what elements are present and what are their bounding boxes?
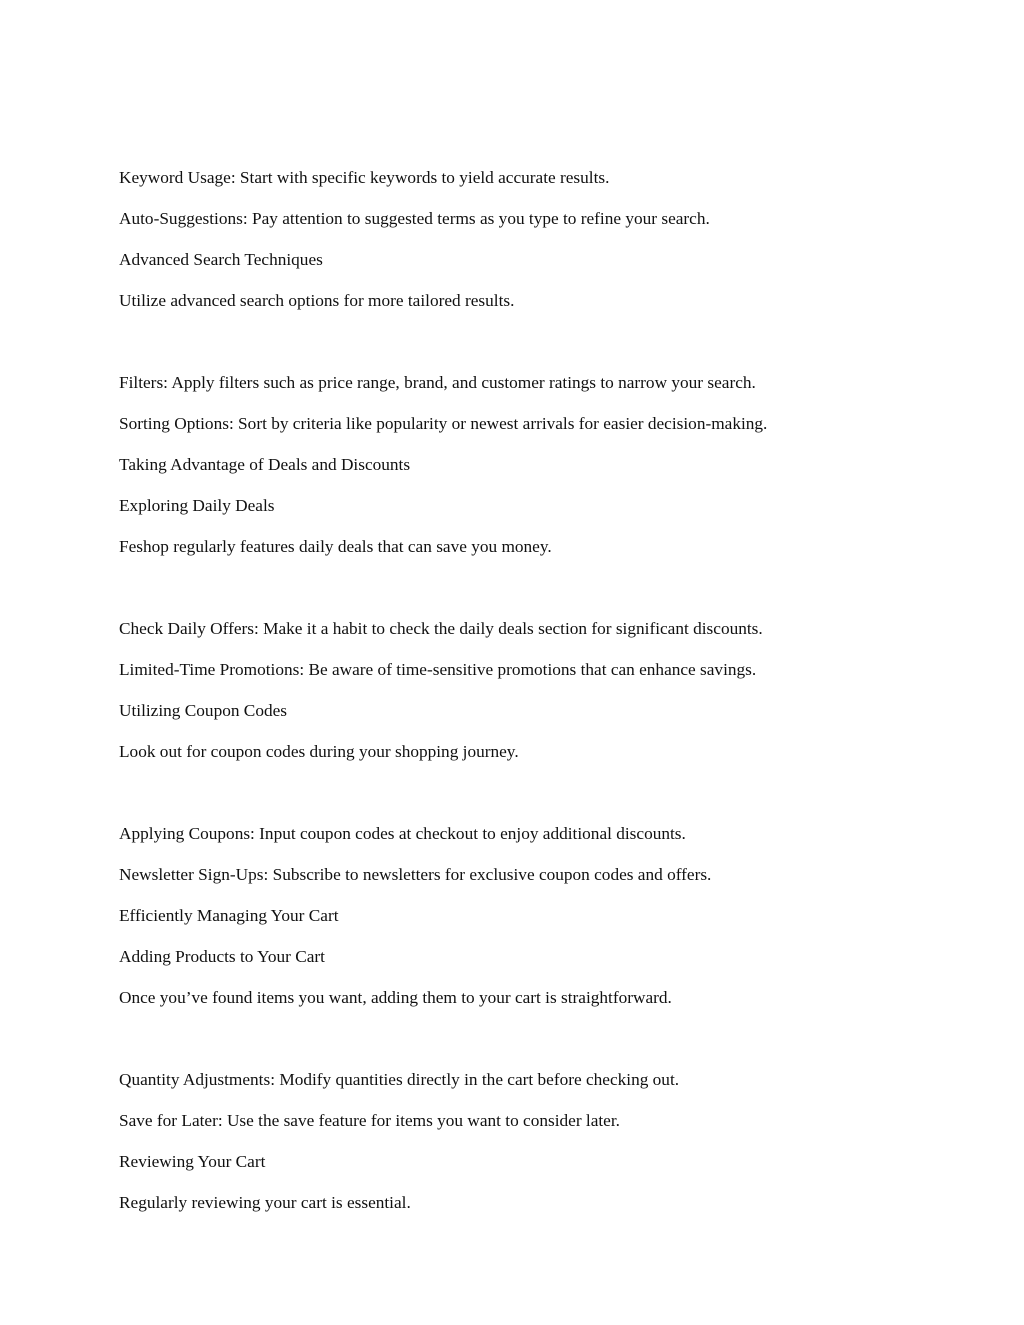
paragraph-newsletter-sign-ups: Newsletter Sign-Ups: Subscribe to newsletters for exclusive coupon codes and offers. bbox=[119, 865, 712, 884]
paragraph-save-for-later: Save for Later: Use the save feature for items you want to consider later. bbox=[119, 1111, 620, 1130]
paragraph-sorting-options: Sorting Options: Sort by criteria like popularity or newest arrivals for easier decision-making. bbox=[119, 414, 768, 433]
paragraph-keyword-usage: Keyword Usage: Start with specific keywords to yield accurate results. bbox=[119, 168, 610, 187]
paragraph-coupon-codes-intro: Look out for coupon codes during your shopping journey. bbox=[119, 742, 519, 761]
paragraph-auto-suggestions: Auto-Suggestions: Pay attention to suggested terms as you type to refine your search. bbox=[119, 209, 710, 228]
paragraph-applying-coupons: Applying Coupons: Input coupon codes at checkout to enjoy additional discounts. bbox=[119, 824, 686, 843]
heading-deals-and-discounts: Taking Advantage of Deals and Discounts bbox=[119, 455, 411, 474]
section-spacer bbox=[119, 321, 939, 362]
section-spacer bbox=[119, 772, 939, 813]
section-spacer bbox=[119, 1018, 939, 1059]
heading-exploring-daily-deals: Exploring Daily Deals bbox=[119, 496, 275, 515]
paragraph-quantity-adjustments: Quantity Adjustments: Modify quantities directly in the cart before checking out. bbox=[119, 1070, 680, 1089]
heading-adding-products: Adding Products to Your Cart bbox=[119, 947, 325, 966]
paragraph-limited-time-promotions: Limited-Time Promotions: Be aware of time-sensitive promotions that can enhance savings. bbox=[119, 660, 757, 679]
paragraph-reviewing-cart-intro: Regularly reviewing your cart is essential. bbox=[119, 1193, 411, 1212]
paragraph-check-daily-offers: Check Daily Offers: Make it a habit to check the daily deals section for significant discounts. bbox=[119, 619, 763, 638]
heading-managing-your-cart: Efficiently Managing Your Cart bbox=[119, 906, 339, 925]
paragraph-adding-products-intro: Once you’ve found items you want, adding them to your cart is straightforward. bbox=[119, 988, 672, 1007]
section-spacer bbox=[119, 567, 939, 608]
heading-reviewing-your-cart: Reviewing Your Cart bbox=[119, 1152, 266, 1171]
paragraph-advanced-search-intro: Utilize advanced search options for more tailored results. bbox=[119, 291, 515, 310]
paragraph-filters: Filters: Apply filters such as price range, brand, and customer ratings to narrow your search. bbox=[119, 373, 756, 392]
heading-utilizing-coupon-codes: Utilizing Coupon Codes bbox=[119, 701, 288, 720]
paragraph-daily-deals-intro: Feshop regularly features daily deals that can save you money. bbox=[119, 537, 552, 556]
document-body bbox=[119, 157, 939, 1223]
heading-advanced-search-techniques: Advanced Search Techniques bbox=[119, 250, 323, 269]
